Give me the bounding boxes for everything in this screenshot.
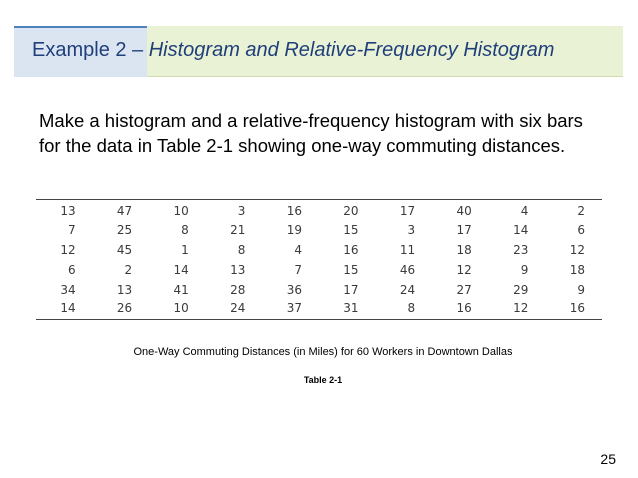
table-cell: 3 [237,204,246,219]
table-cell: 17 [456,222,472,237]
table-cell: 2 [124,262,133,277]
table-cell: 17 [399,204,416,219]
table-cell: 12 [569,242,585,257]
commuting-distance-table [36,199,602,320]
table-cell: 25 [116,222,133,237]
table-cell: 34 [60,282,76,297]
instruction-text: Make a histogram and a relative-frequency histogram with six bars for the data in Table 2-1 showing one-way commuting distances. [39,110,583,156]
table-cell: 8 [181,222,189,237]
table-cell: 4 [520,204,529,219]
table-cell: 16 [343,242,359,257]
table-cell: 28 [230,282,246,297]
table-cell: 16 [456,300,472,315]
table-cell: 13 [116,282,133,297]
table-cell: 7 [294,262,302,277]
table-cell: 12 [60,242,76,257]
table-cell: 37 [286,300,302,315]
table-cell: 10 [173,300,189,315]
table-cell: 15 [343,262,359,277]
table-cell: 16 [569,300,585,315]
table-cell: 2 [577,204,585,219]
table-cell: 3 [407,222,416,237]
table-cell: 9 [520,262,529,277]
table-cell: 11 [399,242,416,257]
title-accent-rule [14,26,147,28]
table-cell: 40 [456,204,472,219]
slide-title-prefix: Example 2 – [32,39,149,61]
table-cell: 24 [230,300,246,315]
table-cell: 4 [294,242,302,257]
table-cell: 7 [67,222,76,237]
table-cell: 1 [181,242,189,257]
table-caption: One-Way Commuting Distances (in Miles) for 60 Workers in Downtown Dallas [133,346,513,358]
table-cell: 45 [116,242,133,257]
table-cell: 29 [513,282,529,297]
table-cell: 23 [513,242,529,257]
slide-title-italic: Histogram and Relative-Frequency Histogram [148,39,555,61]
table-row [36,240,602,260]
table-cell: 36 [286,282,302,297]
table-cell: 47 [116,204,133,219]
table-cell: 46 [399,262,416,277]
table-cell: 14 [60,300,76,315]
table-row [36,280,602,300]
table-cell: 17 [343,282,359,297]
table-cell: 14 [513,222,529,237]
table-cell: 8 [237,242,246,257]
table-row [36,200,602,220]
table-row [36,260,602,280]
table-cell: 12 [456,262,472,277]
table-cell: 21 [230,222,246,237]
table-cell: 31 [343,300,359,315]
table-row [36,300,602,320]
table-cell: 12 [513,300,529,315]
page-number: 25 [600,451,616,467]
table-cell: 15 [343,222,359,237]
table-cell: 41 [173,282,189,297]
table-cell: 18 [569,262,585,277]
table-cell: 6 [67,262,76,277]
table-cell: 13 [60,204,76,219]
table-cell: 26 [116,300,133,315]
table-cell: 9 [577,282,585,297]
table-cell: 6 [577,222,585,237]
table-cell: 19 [286,222,302,237]
title-bar [14,26,623,77]
table-cell: 27 [456,282,472,297]
table-cell: 8 [407,300,416,315]
table-label: Table 2-1 [303,375,343,385]
slide-title [32,39,554,62]
table-cell: 18 [456,242,472,257]
table-cell: 14 [173,262,189,277]
table-cell: 10 [173,204,189,219]
table-row [36,220,602,240]
table-cell: 24 [399,282,416,297]
table-cell: 20 [343,204,359,219]
table-cell: 16 [286,204,302,219]
table-cell: 13 [230,262,246,277]
